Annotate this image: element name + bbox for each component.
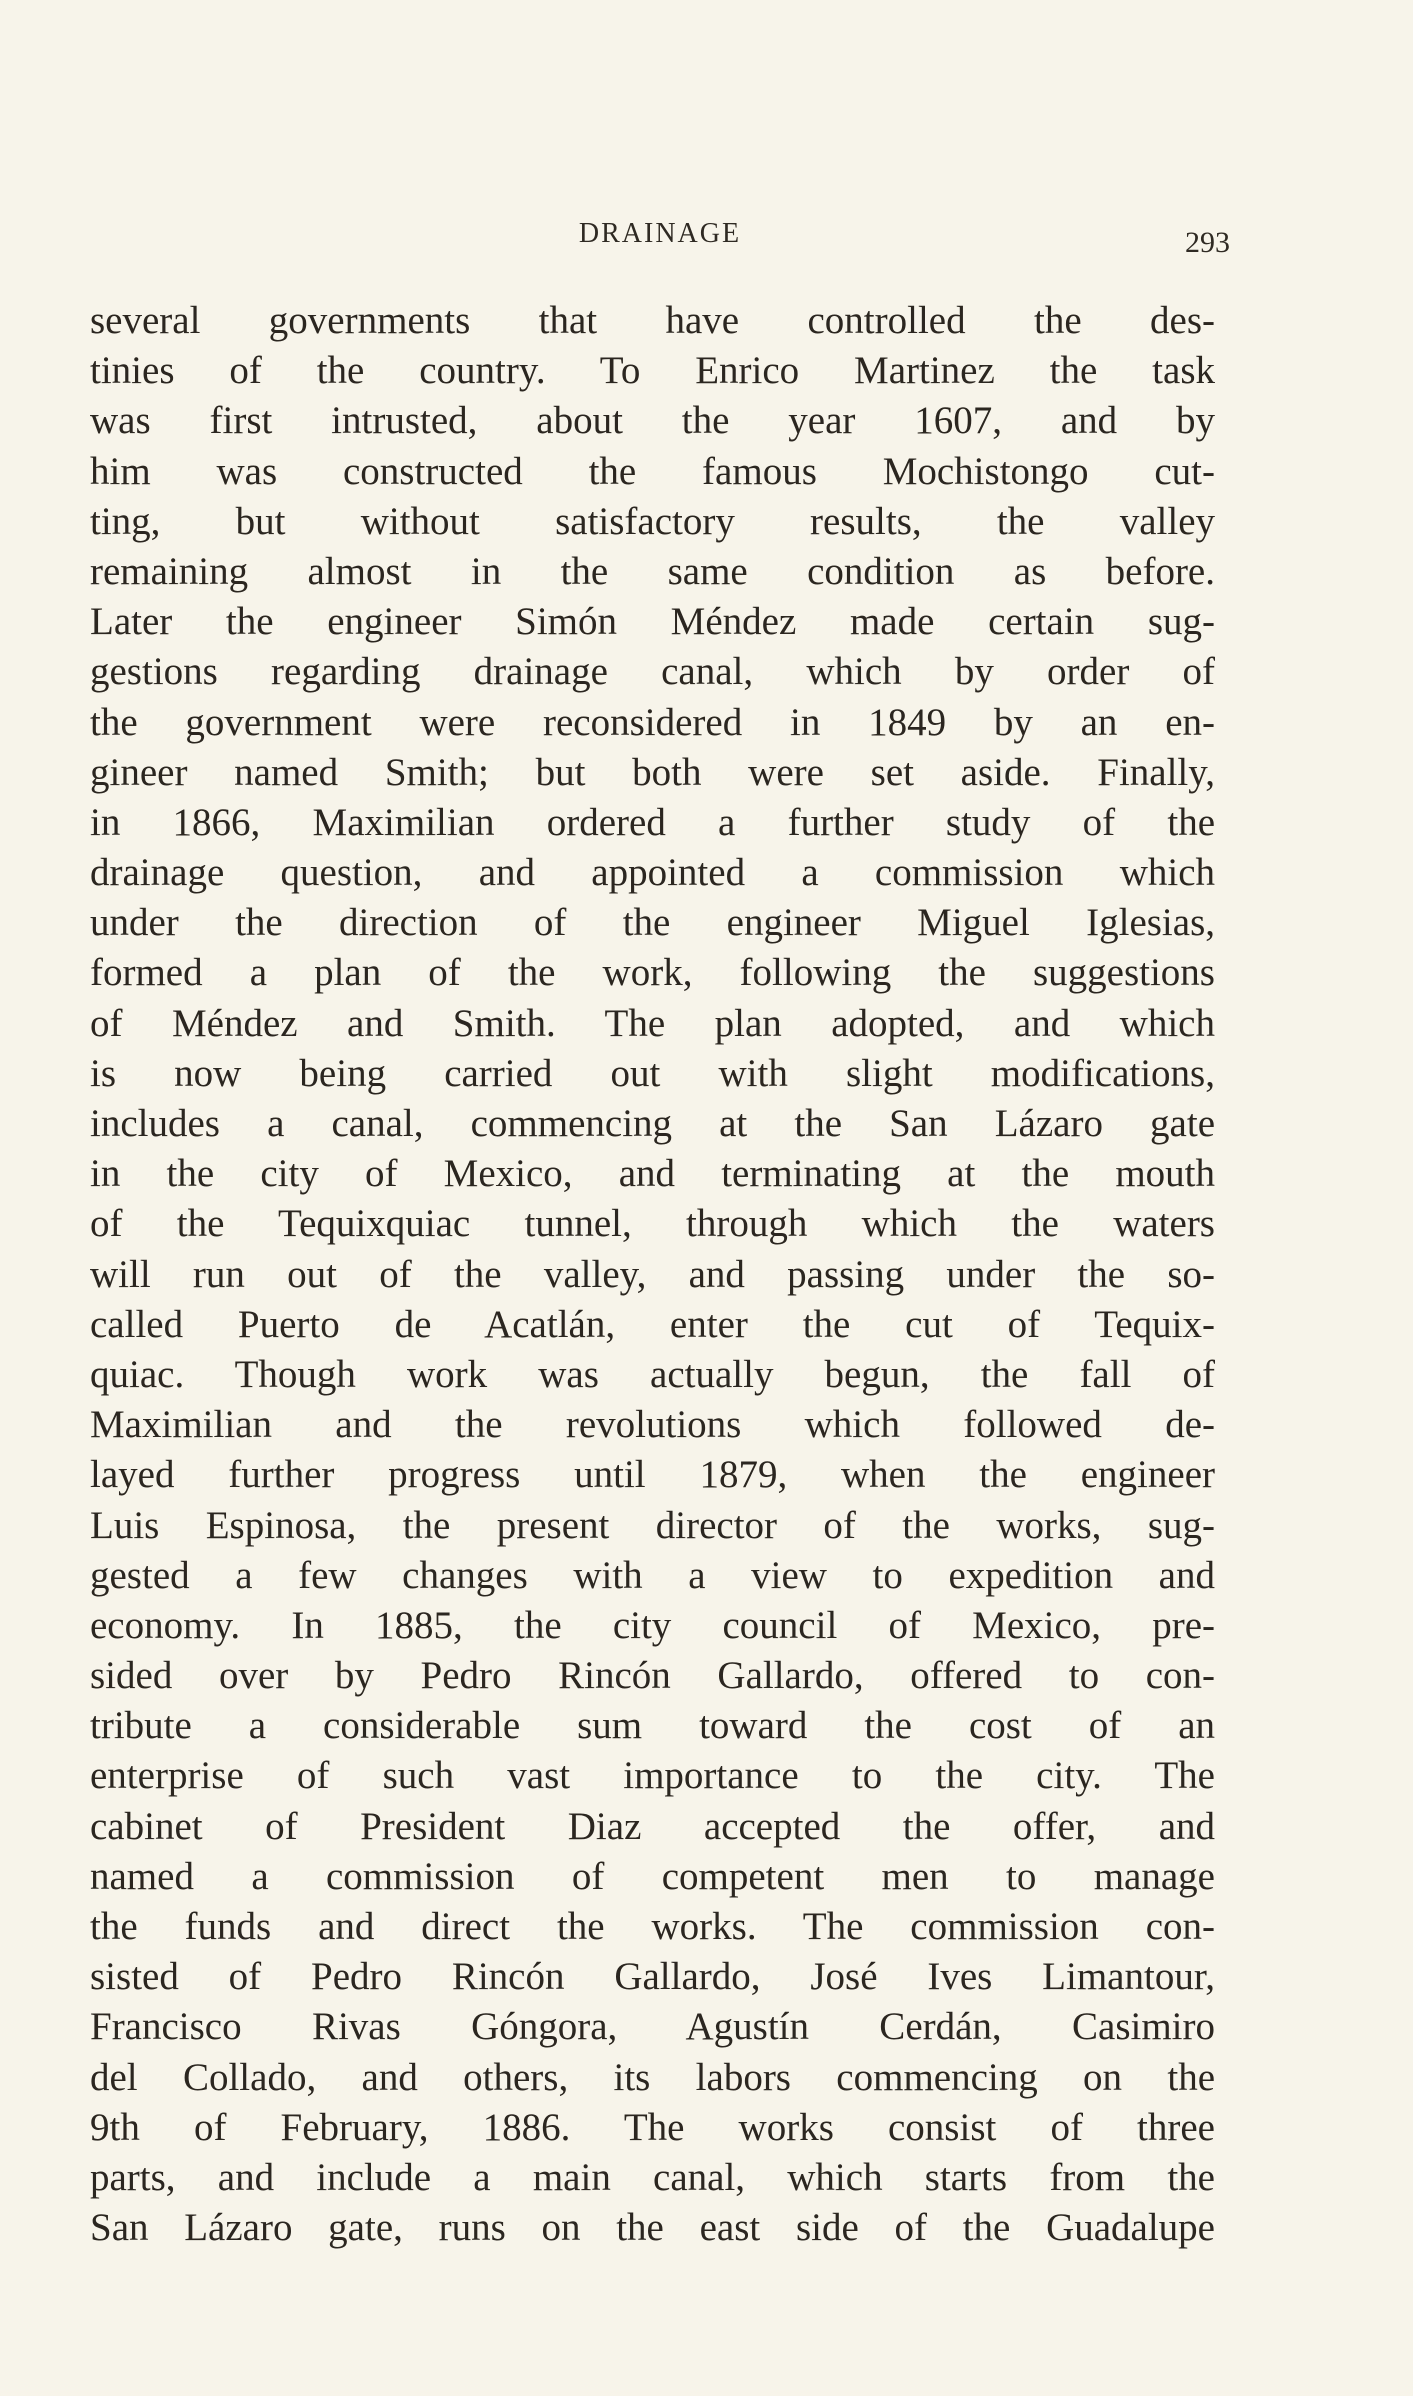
text-line: Later the engineer Simón Méndez made certain sug- xyxy=(90,600,1215,644)
text-line: gested a few changes with a view to expedition and xyxy=(90,1553,1215,1597)
text-line: called Puerto de Acatlán, enter the cut of Tequix- xyxy=(90,1302,1215,1346)
text-line: enterprise of such vast importance to the city. The xyxy=(90,1754,1215,1798)
text-line: was first intrusted, about the year 1607, and by xyxy=(90,399,1215,443)
text-line: in 1866, Maximilian ordered a further study of the xyxy=(90,800,1215,844)
text-line: under the direction of the engineer Miguel Iglesias, xyxy=(90,901,1215,945)
text-line: sided over by Pedro Rincón Gallardo, offered to con- xyxy=(90,1654,1215,1698)
text-line: Luis Espinosa, the present director of the works, sug- xyxy=(90,1503,1215,1547)
text-line: del Collado, and others, its labors commencing on the xyxy=(90,2055,1215,2099)
text-line: ting, but without satisfactory results, the valley xyxy=(90,499,1215,543)
text-line: San Lázaro gate, runs on the east side of the Guadalupe xyxy=(90,2206,1215,2250)
text-line: 9th of February, 1886. The works consist of three xyxy=(90,2105,1215,2149)
body-text xyxy=(90,296,1215,2253)
text-line: gestions regarding drainage canal, which by order of xyxy=(90,650,1215,694)
text-line: of the Tequixquiac tunnel, through which the waters xyxy=(90,1202,1215,1246)
text-line: drainage question, and appointed a commission which xyxy=(90,851,1215,895)
text-line: the funds and direct the works. The commission con- xyxy=(90,1905,1215,1948)
text-line: cabinet of President Diaz accepted the offer, and xyxy=(90,1804,1215,1848)
text-line: is now being carried out with slight modifications, xyxy=(90,1051,1215,1095)
text-line: will run out of the valley, and passing under the so- xyxy=(90,1252,1215,1296)
text-line: tribute a considerable sum toward the cost of an xyxy=(90,1704,1215,1748)
text-line: sisted of Pedro Rincón Gallardo, José Ives Limantour, xyxy=(90,1955,1215,1999)
page-number: 293 xyxy=(1185,226,1230,259)
text-line: of Méndez and Smith. The plan adopted, and which xyxy=(90,1001,1215,1045)
text-line: Francisco Rivas Góngora, Agustín Cerdán, Casimiro xyxy=(90,2005,1215,2049)
text-line: in the city of Mexico, and terminating at the mouth xyxy=(90,1152,1215,1196)
text-line: tinies of the country. To Enrico Martinez the task xyxy=(90,349,1215,393)
text-line: includes a canal, commencing at the San Lázaro gate xyxy=(90,1102,1215,1145)
text-line: formed a plan of the work, following the suggestions xyxy=(90,951,1215,995)
text-line: the government were reconsidered in 1849 by an en- xyxy=(90,700,1215,744)
text-line: gineer named Smith; but both were set aside. Finally, xyxy=(90,750,1215,794)
text-line: quiac. Though work was actually begun, the fall of xyxy=(90,1352,1215,1396)
text-line: him was constructed the famous Mochistongo cut- xyxy=(90,449,1215,493)
text-line: economy. In 1885, the city council of Mexico, pre- xyxy=(90,1603,1215,1647)
text-line: Maximilian and the revolutions which followed de- xyxy=(90,1403,1215,1447)
text-line: layed further progress until 1879, when the engineer xyxy=(90,1453,1215,1497)
text-line: named a commission of competent men to manage xyxy=(90,1854,1215,1898)
text-line: remaining almost in the same condition as before. xyxy=(90,549,1215,593)
text-line: several governments that have controlled the des- xyxy=(90,299,1215,342)
text-line: parts, and include a main canal, which starts from the xyxy=(90,2155,1215,2199)
running-head: DRAINAGE xyxy=(578,218,742,249)
page-header xyxy=(90,218,1230,258)
